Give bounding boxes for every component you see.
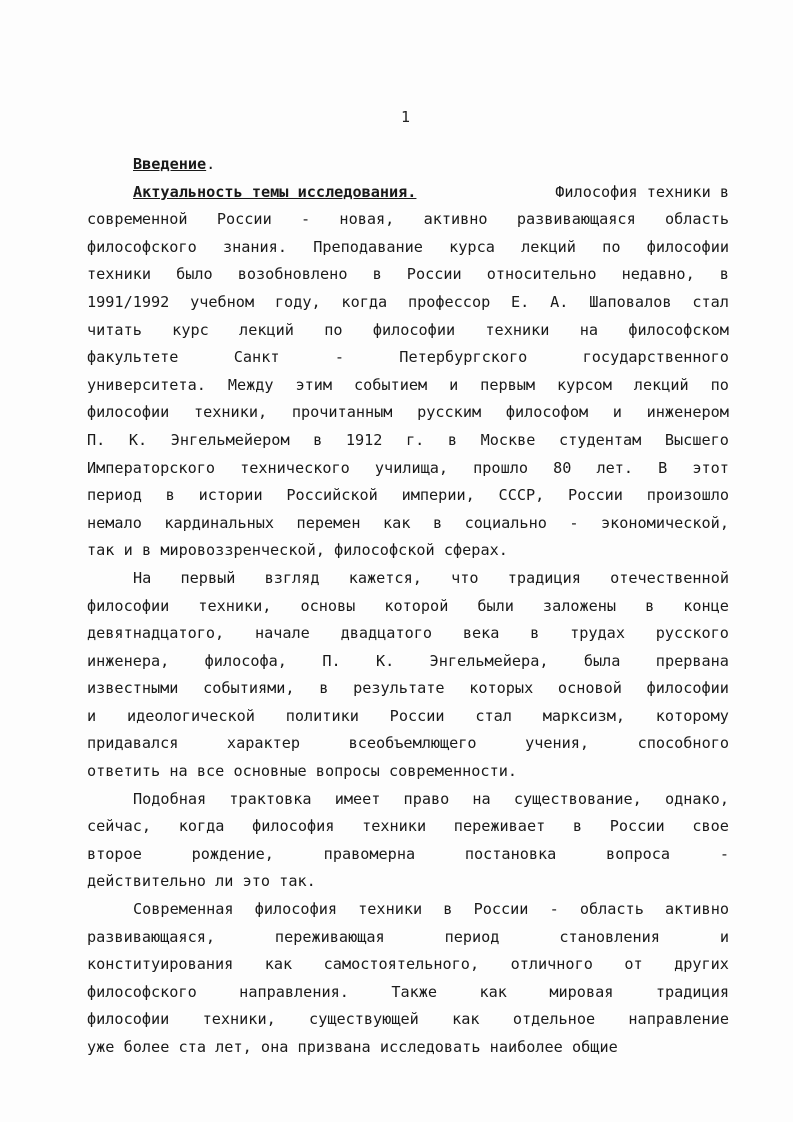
word: кажется,: [348, 568, 422, 587]
word: известными: [87, 679, 179, 698]
word: философия: [254, 900, 338, 919]
word: как: [264, 955, 293, 974]
word: переживающая: [274, 927, 385, 946]
word: России: [473, 900, 529, 919]
word: Энгельмейера,: [429, 651, 549, 670]
text-line: [87, 427, 729, 455]
word: так: [87, 541, 115, 560]
word: в: [432, 513, 443, 532]
word: по: [710, 375, 729, 394]
text-line: [87, 399, 729, 427]
word: В: [658, 458, 668, 477]
word: лекций: [521, 237, 576, 256]
text-line: [87, 841, 729, 869]
word: было: [176, 265, 213, 284]
word: трудах: [570, 624, 625, 643]
text-line: [87, 979, 729, 1007]
text-line: [87, 317, 729, 345]
word: активно: [423, 210, 488, 229]
word: событием: [353, 375, 428, 394]
word: философии: [646, 679, 729, 698]
word: в: [719, 265, 729, 284]
word: традиция: [507, 568, 581, 587]
word: курс: [172, 320, 209, 339]
word: -: [719, 844, 729, 863]
word: К.: [128, 430, 148, 449]
word: в: [319, 679, 329, 698]
word: 1991/1992: [87, 292, 170, 311]
word: общие: [572, 1038, 618, 1056]
word: инженером: [646, 403, 729, 422]
word: наиболее: [489, 1038, 563, 1056]
paragraphs: [87, 206, 729, 1061]
word: в: [645, 596, 655, 615]
word: К.: [375, 651, 395, 670]
text-line: [87, 786, 729, 814]
word: экономической,: [600, 513, 729, 532]
word: взгляд: [264, 568, 320, 587]
text-line: [87, 1006, 729, 1034]
word: России: [609, 817, 665, 836]
word: развивающаяся: [516, 210, 636, 229]
word: современной: [87, 210, 188, 229]
word: курса: [449, 237, 495, 256]
word: П.: [87, 430, 106, 449]
word: Преподавание: [313, 237, 423, 256]
word: это: [242, 872, 270, 891]
word: рождение,: [191, 844, 274, 863]
word: других: [674, 955, 729, 974]
word: идеологической: [126, 706, 255, 725]
word: Высшего: [664, 430, 729, 449]
word: лекций: [633, 375, 689, 394]
word: вопроса: [606, 844, 671, 863]
word: конституирования: [87, 955, 234, 974]
word: от: [624, 955, 643, 974]
word: в: [313, 430, 323, 449]
word: основные: [233, 762, 307, 781]
word: века: [462, 624, 500, 643]
word: Москве: [480, 430, 536, 449]
text-line: [87, 593, 729, 621]
word: учебном: [190, 292, 255, 311]
word: в: [141, 541, 152, 560]
word: русским: [417, 403, 482, 422]
word: политики: [285, 706, 359, 725]
word: призвана: [297, 1038, 371, 1056]
word: относительно: [486, 265, 597, 284]
word: техники: [485, 320, 550, 339]
word: Между: [227, 375, 274, 394]
word: уже: [87, 1038, 115, 1056]
word: техники: [362, 817, 427, 836]
word: начале: [254, 624, 310, 643]
word: Российской: [286, 486, 378, 505]
word: свое: [692, 817, 729, 836]
word: которых: [469, 679, 534, 698]
word: и: [87, 706, 97, 725]
word: перемен: [296, 513, 361, 532]
word: факультете: [87, 348, 179, 367]
word: на: [169, 762, 188, 781]
text-line: [87, 703, 729, 731]
text-line: [87, 289, 729, 317]
word: в: [372, 265, 382, 284]
word: как: [479, 982, 507, 1001]
word: отдельное: [512, 1010, 596, 1029]
word: сейчас,: [87, 817, 152, 836]
word: направления.: [239, 982, 349, 1001]
word: становления: [559, 927, 660, 946]
word: по: [324, 320, 343, 339]
word: в: [165, 486, 175, 505]
page-number: 1: [401, 108, 411, 126]
word: философии: [87, 596, 170, 615]
word: техники,: [198, 596, 272, 615]
word: философии: [87, 1010, 170, 1029]
word: прошло: [473, 458, 529, 477]
heading-line: [87, 151, 729, 179]
text-line: [87, 758, 729, 786]
word: на: [472, 789, 491, 808]
word: и: [449, 375, 459, 394]
word: отличного: [510, 955, 593, 974]
word: право: [403, 789, 450, 808]
word: основы: [300, 596, 356, 615]
word: активно: [664, 900, 729, 919]
word: техники,: [202, 1010, 276, 1029]
word: -: [549, 900, 559, 919]
word: этот: [692, 458, 729, 477]
word: Санкт: [233, 348, 280, 367]
word: стал: [475, 706, 512, 725]
text-line: [87, 455, 729, 483]
word: в: [530, 624, 540, 643]
text-line: [87, 206, 729, 234]
text-line: [87, 675, 729, 703]
word: правомерна: [323, 844, 416, 863]
word: постановка: [464, 844, 557, 863]
word: самостоятельного,: [323, 955, 480, 974]
word: все: [196, 762, 225, 781]
text-line: [87, 261, 729, 289]
word: девятнадцатого,: [87, 624, 225, 643]
word: студентам: [559, 430, 642, 449]
word: недавно,: [621, 265, 695, 284]
word: способного: [637, 734, 729, 753]
text-line: [87, 896, 729, 924]
word: вопросы: [315, 762, 380, 781]
word: она: [260, 1038, 289, 1056]
subheading-line: [87, 179, 729, 207]
word: истории: [198, 486, 263, 505]
word: как: [452, 1010, 480, 1029]
word: исследовать: [379, 1038, 481, 1056]
word: когда: [341, 292, 388, 311]
word: философа,: [204, 651, 287, 670]
word: что: [451, 568, 479, 587]
text-line: [87, 482, 729, 510]
word: университета.: [87, 375, 206, 394]
word: более: [123, 1038, 170, 1056]
word: Также: [391, 982, 438, 1001]
word: отечественной: [610, 568, 729, 587]
word: знания.: [222, 237, 287, 256]
word: марксизм,: [542, 706, 625, 725]
word: технического: [240, 458, 350, 477]
word: лекций: [239, 320, 294, 339]
word: сферах.: [443, 541, 508, 560]
text-line: [87, 372, 729, 400]
word: России: [389, 706, 445, 725]
word: область: [579, 900, 644, 919]
word: философского: [87, 982, 197, 1001]
word: техники: [358, 900, 423, 919]
paragraph-first-line-tail: Философия техники в: [555, 182, 729, 201]
word: лет.: [596, 458, 634, 477]
text-line: [87, 1034, 729, 1062]
word: существование,: [513, 789, 642, 808]
word: А.: [550, 292, 569, 311]
text-line: [87, 510, 729, 538]
word: мировоззренческой,: [160, 541, 325, 560]
word: г.: [406, 430, 425, 449]
word: России: [216, 210, 272, 229]
section-subheading: Актуальность темы исследования.: [133, 182, 417, 201]
word: -: [334, 348, 344, 367]
word: России: [568, 486, 623, 505]
text-line: [87, 565, 729, 593]
text-line: [87, 344, 729, 372]
word: ли: [215, 872, 234, 891]
word: произошло: [646, 486, 729, 505]
word: прочитанным: [291, 403, 393, 422]
text-line: [87, 537, 729, 565]
word: существующей: [309, 1010, 419, 1029]
word: Шаповалов: [589, 292, 672, 311]
word: ответить: [87, 762, 161, 781]
word: заложены: [542, 596, 617, 615]
heading-punct: .: [206, 155, 216, 173]
word: инженера,: [87, 651, 170, 670]
word: традиция: [655, 982, 729, 1001]
word: философии: [646, 237, 729, 256]
word: переживает: [453, 817, 546, 836]
word: придавался: [87, 734, 179, 753]
word: характер: [226, 734, 301, 753]
word: первым: [480, 375, 536, 394]
word: современности.: [389, 762, 518, 781]
word: -: [301, 210, 311, 229]
word: государственного: [582, 348, 729, 367]
word: лет,: [215, 1038, 252, 1056]
word: империи,: [401, 486, 475, 505]
word: Подобная: [133, 789, 207, 808]
word: возобновлено: [237, 265, 348, 284]
word: ста: [178, 1038, 206, 1056]
word: На: [133, 568, 152, 587]
word: курсом: [556, 375, 612, 394]
word: на: [579, 320, 599, 339]
word: учения,: [525, 734, 590, 753]
word: в: [443, 900, 453, 919]
word: Современная: [133, 900, 234, 919]
word: стал: [692, 292, 729, 311]
text-line: [87, 648, 729, 676]
word: действительно: [87, 872, 206, 891]
word: событиями,: [203, 679, 295, 698]
word: новая,: [339, 210, 395, 229]
word: кардинальных: [164, 513, 275, 532]
text-line: [87, 951, 729, 979]
text-line: [87, 730, 729, 758]
word: результате: [353, 679, 445, 698]
word: Энгельмейером: [170, 430, 290, 449]
word: философского: [87, 237, 197, 256]
word: философии: [372, 320, 456, 339]
word: однако,: [664, 789, 729, 808]
word: трактовка: [229, 789, 312, 808]
word: Императорского: [87, 458, 216, 477]
word: философском: [628, 320, 729, 339]
word: году,: [274, 292, 321, 311]
word: П.: [322, 651, 341, 670]
word: философом: [505, 403, 589, 422]
section-heading: Введение: [133, 155, 207, 173]
body-text: [87, 151, 729, 1062]
word: СССР,: [498, 486, 545, 505]
word: была: [583, 651, 621, 670]
word: России: [406, 265, 462, 284]
word: 80: [553, 458, 572, 477]
word: период: [444, 927, 500, 946]
word: философской: [334, 541, 435, 560]
word: которому: [655, 706, 729, 725]
word: двадцатого: [340, 624, 433, 643]
word: философия: [252, 817, 335, 836]
word: немало: [87, 513, 142, 532]
word: конце: [683, 596, 729, 615]
word: когда: [178, 817, 225, 836]
word: которой: [384, 596, 449, 615]
word: профессор: [407, 292, 491, 311]
text-line: [87, 868, 729, 896]
word: техники,: [193, 403, 268, 422]
word: как: [383, 513, 411, 532]
word: были: [477, 596, 514, 615]
word: -: [569, 513, 579, 532]
word: развивающаяся,: [87, 927, 216, 946]
word: имеет: [334, 789, 381, 808]
word: социально: [464, 513, 547, 532]
word: этим: [295, 375, 333, 394]
word: училища,: [374, 458, 449, 477]
text-line: [87, 234, 729, 262]
word: основой: [557, 679, 622, 698]
word: первый: [180, 568, 236, 587]
word: в: [572, 817, 583, 836]
word: Е.: [511, 292, 530, 311]
word: и: [123, 541, 133, 560]
word: русского: [655, 624, 729, 643]
word: направление: [628, 1010, 729, 1029]
word: Петербургского: [399, 348, 528, 367]
word: так.: [279, 872, 316, 891]
word: область: [664, 210, 729, 229]
text-line: [87, 924, 729, 952]
text-line: [87, 620, 729, 648]
word: период: [87, 486, 142, 505]
word: по: [602, 237, 621, 256]
word: всеобъемлющего: [348, 734, 477, 753]
word: прервана: [655, 651, 729, 670]
word: мировая: [549, 982, 614, 1001]
word: в: [447, 430, 458, 449]
word: читать: [87, 320, 142, 339]
text-line: [87, 813, 729, 841]
word: философии: [87, 403, 170, 422]
word: 1912: [345, 430, 383, 449]
word: техники: [87, 265, 152, 284]
word: второе: [87, 844, 142, 863]
word: и: [612, 403, 622, 422]
word: и: [719, 927, 729, 946]
